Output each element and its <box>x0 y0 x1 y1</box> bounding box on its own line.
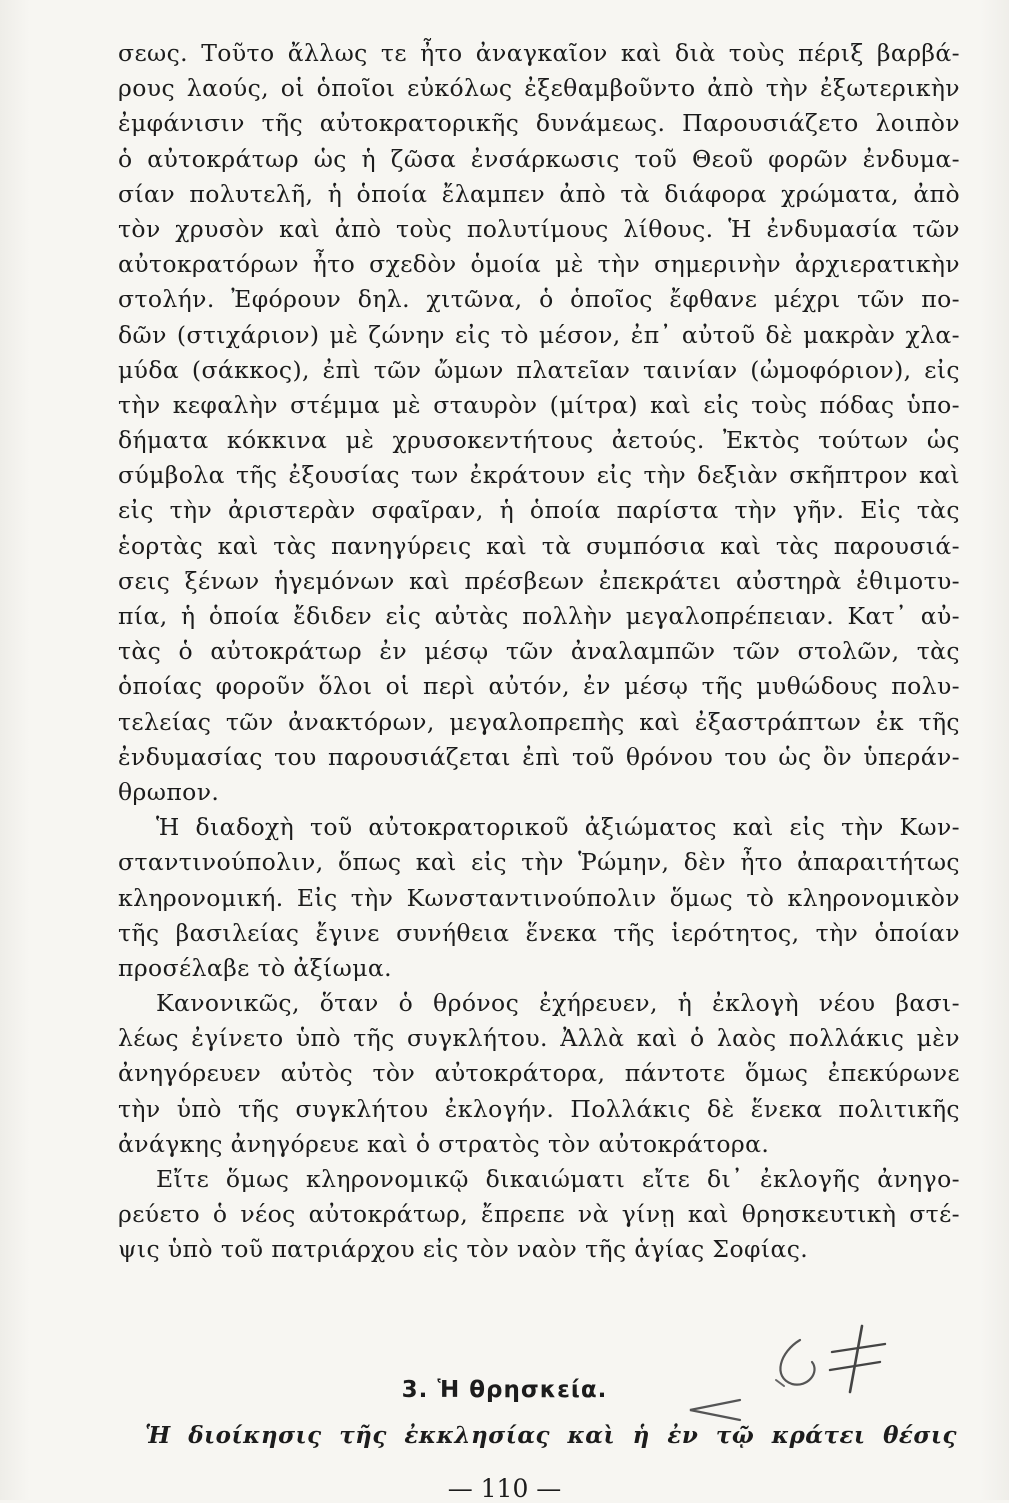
text-line: δῶν (στιχάριον) μὲ ζώνην εἰς τὸ μέσον, ἐπ᾽ αὐτοῦ δὲ μακρὰν χλα- <box>118 320 960 349</box>
text-line: ἀνηγόρευεν αὐτὸς τὸν αὐτοκράτορα, πάντοτε ὅμως ἐπεκύρωνε <box>118 1059 960 1088</box>
text-line: ρους λαούς, οἱ ὁποῖοι εὐκόλως ἐξεθαμβοῦντο ἀπὸ τὴν ἐξωτερικὴν <box>118 74 960 103</box>
text-line: θρωπον. <box>118 777 220 806</box>
text-line: σεως. Τοῦτο ἄλλως τε ἦτο ἀναγκαῖον καὶ διὰ τοὺς πέριξ βαρβά- <box>118 39 960 67</box>
text-line: πία, ἡ ὁποία ἔδιδεν εἰς αὐτὰς πολλὴν μεγαλοπρέπειαν. Κατ᾽ αὐ- <box>118 602 960 630</box>
text-line: λέως ἐγίνετο ὑπὸ τῆς συγκλήτου. Ἀλλὰ καὶ ὁ λαὸς πολλάκις μὲν <box>118 1024 960 1053</box>
body-text <box>118 36 960 1268</box>
handwritten-mark-icon <box>680 1322 900 1422</box>
text-line: προσέλαβε τὸ ἀξίωμα. <box>118 953 393 982</box>
text-line: δήματα κόκκινα μὲ χρυσοκεντήτους ἀετούς. Ἐκτὸς τούτων ὡς <box>118 426 960 455</box>
section-title: 3. Ἡ θρησκεία. <box>401 1377 608 1403</box>
text-line: ὁποίας φοροῦν ὅλοι οἱ περὶ αὐτόν, ἐν μέσῳ τῆς μυθώδους πολυ- <box>118 672 960 701</box>
text-line: στολήν. Ἐφόρουν δηλ. χιτῶνα, ὁ ὁποῖος ἔφθανε μέχρι τῶν πο- <box>118 285 960 314</box>
text-line: τὰς ὁ αὐτοκράτωρ ἐν μέσῳ τῶν ἀναλαμπῶν τῶν στολῶν, τὰς <box>118 637 960 666</box>
text-line: εἰς τὴν ἀριστερὰν σφαῖραν, ἡ ὁποία παρίστα τὴν γῆν. Εἰς τὰς <box>118 496 960 525</box>
text-line: σύμβολα τῆς ἐξουσίας των ἐκράτουν εἰς τὴν δεξιὰν σκῆπτρον καὶ <box>118 461 960 490</box>
text-line: ψις ὑπὸ τοῦ πατριάρχου εἰς τὸν ναὸν τῆς ἁγίας Σοφίας. <box>118 1235 809 1264</box>
text-line: μύδα (σάκκος), ἐπὶ τῶν ὤμων πλατεῖαν ταινίαν (ὠμοφόριον), εἰς <box>118 355 960 384</box>
text-line: σταντινούπολιν, ὅπως καὶ εἰς τὴν Ῥώμην, δὲν ἦτο ἀπαραιτήτως <box>118 848 960 877</box>
text-line: ἐνδυμασίας του παρουσιάζεται ἐπὶ τοῦ θρόνου του ὡς ὂν ὑπεράν- <box>118 742 960 771</box>
text-line: ἀνάγκης ἀνηγόρευε καὶ ὁ στρατὸς τὸν αὐτοκράτορα. <box>118 1129 770 1158</box>
paragraph-1 <box>118 36 960 810</box>
text-line: τὴν κεφαλὴν στέμμα μὲ σταυρὸν (μίτρα) καὶ εἰς τοὺς πόδας ὑπο- <box>118 390 960 419</box>
paragraph-3 <box>118 986 960 1162</box>
text-line: Κανονικῶς, ὅταν ὁ θρόνος ἐχήρευεν, ἡ ἐκλογὴ νέου βασι- <box>156 989 960 1018</box>
text-line: ἐμφάνισιν τῆς αὐτοκρατορικῆς δυνάμεως. Παρουσιάζετο λοιπὸν <box>118 109 960 138</box>
text-line: τὸν χρυσὸν καὶ ἀπὸ τοὺς πολυτίμους λίθους. Ἡ ἐνδυμασία τῶν <box>118 214 960 243</box>
text-line: ὁ αὐτοκράτωρ ὡς ἡ ζῶσα ἐνσάρκωσις τοῦ Θεοῦ φορῶν ἐνδυμα- <box>118 144 960 173</box>
text-line: ρεύετο ὁ νέος αὐτοκράτωρ, ἔπρεπε νὰ γίνῃ καὶ θρησκευτικὴ στέ- <box>118 1200 960 1229</box>
text-line: Εἴτε ὅμως κληρονομικῷ δικαιώματι εἴτε δι᾽ ἐκλογῆς ἀνηγο- <box>156 1165 960 1193</box>
paragraph-2 <box>118 810 960 986</box>
text-line: τελείας τῶν ἀνακτόρων, μεγαλοπρεπὴς καὶ ἐξαστράπτων ἐκ τῆς <box>118 707 960 736</box>
paragraph-4 <box>118 1162 960 1268</box>
text-line: τῆς βασιλείας ἔγινε συνήθεια ἕνεκα τῆς ἱερότητος, τὴν ὁποίαν <box>118 918 960 947</box>
text-line: Ἡ διαδοχὴ τοῦ αὐτοκρατορικοῦ ἀξιώματος καὶ εἰς τὴν Κων- <box>156 813 960 842</box>
section-subheading: Ἡ διοίκησις τῆς ἐκκλησίας καὶ ἡ ἐν τῷ κράτει θέσις <box>145 1422 957 1449</box>
text-line: σίαν πολυτελῆ, ἡ ὁποία ἔλαμπεν ἀπὸ τὰ διάφορα χρώματα, ἀπὸ <box>118 179 960 208</box>
text-line: κληρονομική. Εἰς τὴν Κωνσταντινούπολιν ὅμως τὸ κληρονομικὸν <box>118 883 960 912</box>
text-line: τὴν ὑπὸ τῆς συγκλήτου ἐκλογήν. Πολλάκις δὲ ἕνεκα πολιτικῆς <box>118 1094 960 1123</box>
text-line: σεις ξένων ἡγεμόνων καὶ πρέσβεων ἐπεκράτει αὐστηρὰ ἐθιμοτυ- <box>118 566 960 595</box>
text-line: ἑορτὰς καὶ τὰς πανηγύρεις καὶ τὰ συμπόσια καὶ τὰς παρουσιά- <box>118 531 960 560</box>
page-number: — 110 — <box>447 1474 562 1503</box>
text-line: αὐτοκρατόρων ἦτο σχεδὸν ὁμοία μὲ τὴν σημερινὴν ἀρχιερατικὴν <box>118 250 960 279</box>
